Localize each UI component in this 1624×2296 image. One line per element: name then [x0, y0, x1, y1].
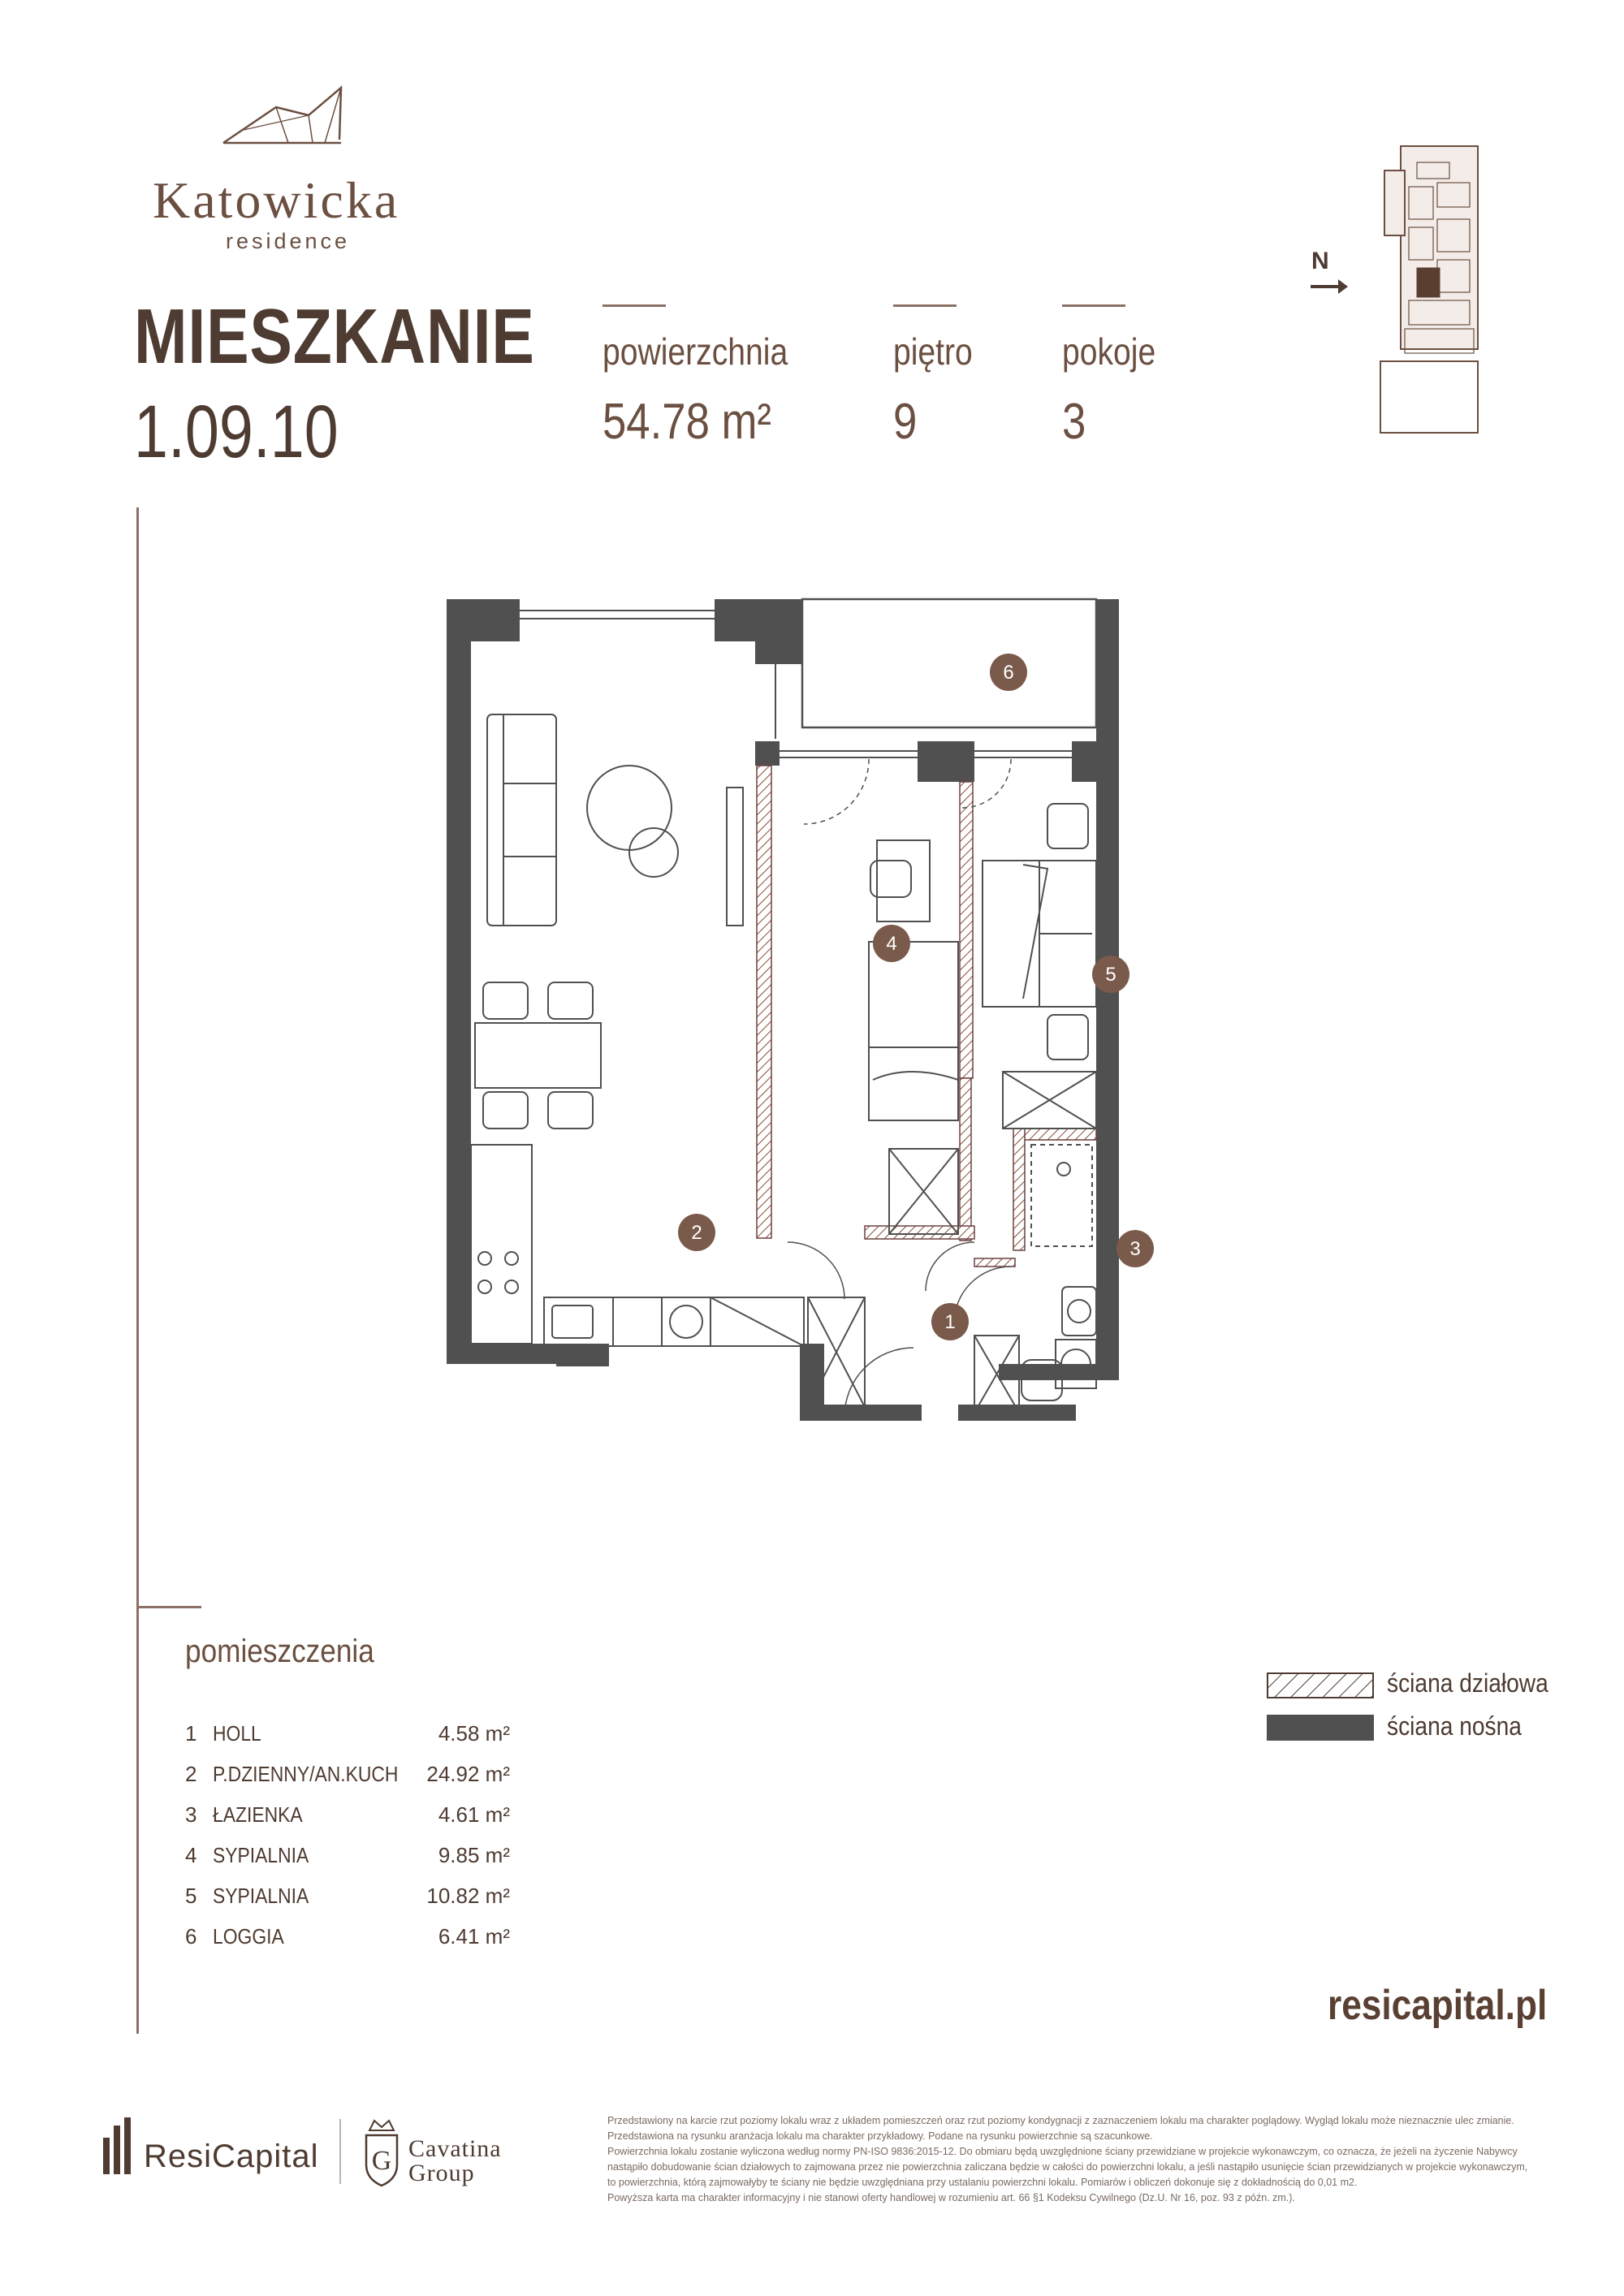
cavatina-logo	[361, 2116, 524, 2189]
room-marker-label: 4	[886, 933, 897, 955]
disclaimer-line: Przedstawiona na rysunku aranżacja lokalu ma charakter przykładowy. Podane na rysunku powierzchnie są szacunkowe.	[607, 2130, 1153, 2142]
room-name: HOLL	[213, 1721, 261, 1746]
room-name: SYPIALNIA	[213, 1843, 309, 1867]
table-row	[185, 1843, 510, 1875]
stat-area	[603, 304, 820, 451]
legend-partition-label: ściana działowa	[1387, 1668, 1548, 1698]
table-row	[185, 1884, 510, 1916]
brand-logo	[146, 81, 422, 268]
stat-rule	[603, 304, 666, 307]
room-area: 9.85 m²	[438, 1843, 510, 1867]
legend-partition-swatch	[1267, 1672, 1374, 1698]
stat-rule	[893, 304, 957, 307]
stat-rule	[1062, 304, 1125, 307]
furniture-living	[475, 714, 743, 1129]
stat-label: powierzchnia	[603, 330, 788, 373]
disclaimer-line: Powierzchnia lokalu zostanie wyliczona według normy PN-ISO 9836:2015-12. Do obmiaru będą uwzględnione ściany przewidziane w projekcie wykonawczym, co oznacza, że jeżeli na życzenie Nabywcy nastąpiło dobudowanie ścian działowych to zajmowana przez nie powierzchnia zaliczana będzie w całości do powierzchni lokalu, a jeśli nastąpiło usunięcie ścian przewidzianych w projekcie wykonawczym, to powierzchnia, którą zajmowałyby te ściany nie będzie uwzględniana przy ustalaniu powierzchni lokalu. Pomiarów i obliczeń dokonuje się z dokładnością do 0,01 m2.	[607, 2146, 1528, 2188]
furniture-bedroom-4	[869, 840, 958, 1234]
mountain-logo-icon	[146, 81, 422, 154]
room-area: 4.61 m²	[438, 1802, 510, 1827]
brand-sub: residence	[226, 229, 351, 253]
disclaimer	[607, 2113, 1535, 2206]
page-title: MIESZKANIE	[134, 293, 535, 380]
resicapital-mark-icon	[102, 2117, 142, 2174]
table-row	[185, 1762, 510, 1794]
room-marker-label: 5	[1105, 964, 1116, 986]
room-number: 4	[185, 1843, 197, 1867]
room-area: 10.82 m²	[426, 1884, 510, 1908]
compass-arrow-icon	[1309, 274, 1350, 299]
room-marker-label: 1	[944, 1311, 956, 1333]
building-outline	[1368, 138, 1490, 438]
room-name: P.DZIENNY/AN.KUCH	[213, 1762, 399, 1786]
room-name: SYPIALNIA	[213, 1884, 309, 1908]
compass-label: N	[1311, 248, 1329, 274]
room-number: 1	[185, 1721, 197, 1746]
room-area: 24.92 m²	[426, 1762, 510, 1786]
key-plan	[1299, 138, 1486, 438]
floor-plan	[406, 568, 1340, 1445]
legend-bearing-label: ściana nośna	[1387, 1711, 1522, 1741]
doors	[788, 759, 1011, 1417]
disclaimer-line: Powyższa karta ma charakter informacyjny i nie stanowi oferty handlowej w rozumieniu art. 66 §1 Kodeksu Cywilnego (Dz.U. Nr 16, poz. 93 z późn. zm.).	[607, 2192, 1295, 2203]
table-row	[185, 1721, 510, 1754]
room-number: 3	[185, 1802, 197, 1827]
stat-value: 9	[893, 394, 918, 450]
room-number: 2	[185, 1762, 197, 1786]
stat-label: pokoje	[1062, 330, 1156, 373]
divider-vertical	[136, 507, 139, 2034]
legend-bearing-swatch	[1267, 1715, 1374, 1741]
room-name: ŁAZIENKA	[213, 1802, 303, 1827]
room-marker-label: 2	[691, 1222, 702, 1244]
apartment-number: 1.09.10	[134, 391, 339, 473]
divider-horizontal	[136, 1606, 201, 1608]
svg-text:G: G	[371, 2146, 392, 2176]
room-number: 5	[185, 1884, 197, 1908]
stat-floor	[893, 304, 987, 451]
brand-name: Katowicka	[153, 171, 400, 229]
stat-value: 54.78 m²	[603, 394, 771, 450]
footer-divider	[339, 2119, 341, 2184]
cavatina-crest-icon	[361, 2116, 402, 2189]
stat-value: 3	[1062, 394, 1086, 450]
stat-rooms	[1062, 304, 1173, 451]
room-area: 6.41 m²	[438, 1924, 510, 1949]
resicapital-name: ResiCapital	[144, 2138, 319, 2174]
table-row	[185, 1802, 510, 1835]
room-area: 4.58 m²	[438, 1721, 510, 1746]
disclaimer-line: Przedstawiony na karcie rzut poziomy lokalu wraz z układem pomieszczeń oraz rzut poziomy kondygnacji z zaznaczeniem lokalu ma charakter poglądowy. Wygląd lokalu może nieznacznie ulec zmianie.	[607, 2115, 1514, 2126]
cavatina-name-line1: Cavatina	[408, 2135, 502, 2162]
rooms-heading: pomieszczenia	[185, 1634, 374, 1669]
website-link[interactable]: resicapital.pl	[1328, 1982, 1548, 2029]
room-marker-label: 6	[1003, 662, 1014, 684]
resicapital-logo	[102, 2117, 337, 2182]
room-number: 6	[185, 1924, 197, 1949]
table-row	[185, 1924, 510, 1957]
room-marker-label: 3	[1129, 1238, 1141, 1260]
furniture-bedroom-5	[983, 804, 1096, 1129]
room-name: LOGGIA	[213, 1924, 284, 1949]
stat-label: piętro	[893, 330, 973, 373]
cavatina-name-line2: Group	[408, 2160, 475, 2186]
